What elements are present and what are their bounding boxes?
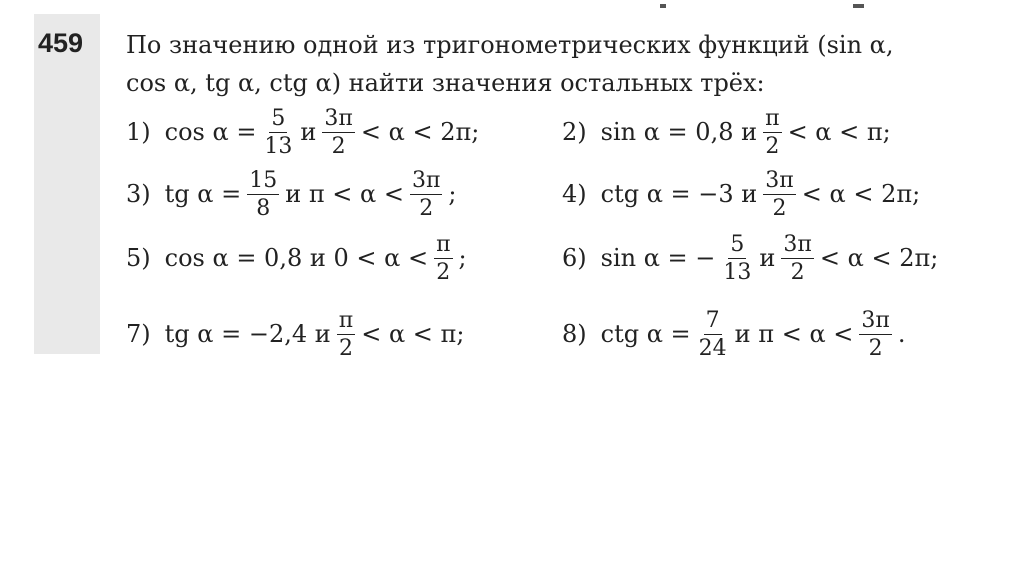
fraction-denominator: 13 bbox=[264, 133, 293, 159]
exercise-item-2 bbox=[562, 102, 893, 162]
math-text: и π < α < bbox=[734, 320, 854, 348]
fraction-numerator: π bbox=[338, 307, 354, 333]
math-text: ctg α = −3 и bbox=[600, 180, 758, 208]
math-text: < α < 2π; bbox=[801, 180, 921, 208]
fraction-numerator: 3π bbox=[861, 307, 890, 333]
fraction-numerator: π bbox=[436, 231, 451, 257]
math-text: ; bbox=[448, 180, 457, 208]
math-text: ctg α = bbox=[600, 320, 691, 348]
fraction-numerator: π bbox=[765, 105, 780, 131]
fraction bbox=[322, 106, 354, 159]
problem-number: 459 bbox=[38, 28, 84, 58]
fraction bbox=[763, 106, 781, 159]
fraction-numerator: 5 bbox=[730, 231, 745, 257]
math-text: . bbox=[897, 320, 906, 348]
exercise-item-7 bbox=[126, 304, 466, 364]
math-text: ; bbox=[458, 244, 467, 272]
item-label: 2) bbox=[562, 118, 587, 146]
fraction bbox=[859, 308, 891, 361]
exercise-item-3 bbox=[126, 164, 459, 224]
fraction-numerator: 3π bbox=[765, 167, 794, 193]
fraction-denominator: 2 bbox=[436, 259, 451, 285]
math-text: tg α = bbox=[164, 180, 242, 208]
exercise-item-4 bbox=[562, 164, 922, 224]
math-text: < α < π; bbox=[361, 320, 465, 348]
scan-mark bbox=[853, 4, 864, 8]
math-text: cos α = 0,8 и 0 < α < bbox=[164, 244, 429, 272]
item-label: 1) bbox=[126, 118, 151, 146]
scan-mark bbox=[660, 4, 666, 8]
item-label: 4) bbox=[562, 180, 587, 208]
fraction-denominator: 2 bbox=[331, 133, 346, 159]
exercise-item-5 bbox=[126, 228, 469, 288]
item-label: 8) bbox=[562, 320, 587, 348]
math-text: cos α = bbox=[164, 118, 257, 146]
fraction-denominator: 24 bbox=[698, 335, 727, 361]
fraction-denominator: 2 bbox=[765, 133, 780, 159]
math-text: < α < π; bbox=[787, 118, 891, 146]
math-text: и bbox=[759, 244, 776, 272]
fraction bbox=[763, 168, 795, 221]
fraction bbox=[262, 106, 294, 159]
fraction-denominator: 2 bbox=[339, 335, 353, 361]
fraction bbox=[781, 232, 813, 285]
math-text: и bbox=[300, 118, 317, 146]
fraction bbox=[410, 168, 442, 221]
math-text: и π < α < bbox=[285, 180, 404, 208]
math-text: sin α = 0,8 и bbox=[600, 118, 758, 146]
fraction-denominator: 8 bbox=[256, 195, 271, 221]
exercise-item-6 bbox=[562, 228, 940, 288]
fraction-numerator: 7 bbox=[705, 307, 720, 333]
item-label: 6) bbox=[562, 244, 587, 272]
problem-statement-line-2: cos α, tg α, ctg α) найти значения остальных трёх: bbox=[126, 69, 765, 97]
fraction-denominator: 2 bbox=[419, 195, 434, 221]
fraction-denominator: 2 bbox=[790, 259, 805, 285]
item-label: 7) bbox=[126, 320, 151, 348]
fraction-numerator: 3π bbox=[411, 167, 441, 193]
fraction-denominator: 13 bbox=[723, 259, 752, 285]
fraction bbox=[434, 232, 452, 285]
item-label: 5) bbox=[126, 244, 151, 272]
fraction-denominator: 2 bbox=[772, 195, 787, 221]
problem-statement bbox=[126, 26, 1006, 102]
fraction bbox=[721, 232, 753, 285]
fraction-numerator: 5 bbox=[271, 105, 286, 131]
fraction-numerator: 3π bbox=[324, 105, 353, 131]
fraction-denominator: 2 bbox=[868, 335, 883, 361]
fraction bbox=[247, 168, 279, 221]
fraction bbox=[697, 308, 729, 361]
fraction-numerator: 3π bbox=[783, 231, 812, 257]
math-text: sin α = − bbox=[600, 244, 716, 272]
item-label: 3) bbox=[126, 180, 151, 208]
fraction bbox=[337, 308, 355, 361]
exercise-item-8 bbox=[562, 304, 908, 364]
exercise-item-1 bbox=[126, 102, 481, 162]
problem-statement-line-1: По значению одной из тригонометрических функций (sin α, bbox=[126, 31, 894, 59]
math-text: tg α = −2,4 и bbox=[164, 320, 331, 348]
problem-number-margin bbox=[34, 14, 100, 354]
math-text: < α < 2π; bbox=[360, 118, 480, 146]
math-text: < α < 2π; bbox=[819, 244, 939, 272]
fraction-numerator: 15 bbox=[249, 167, 278, 193]
